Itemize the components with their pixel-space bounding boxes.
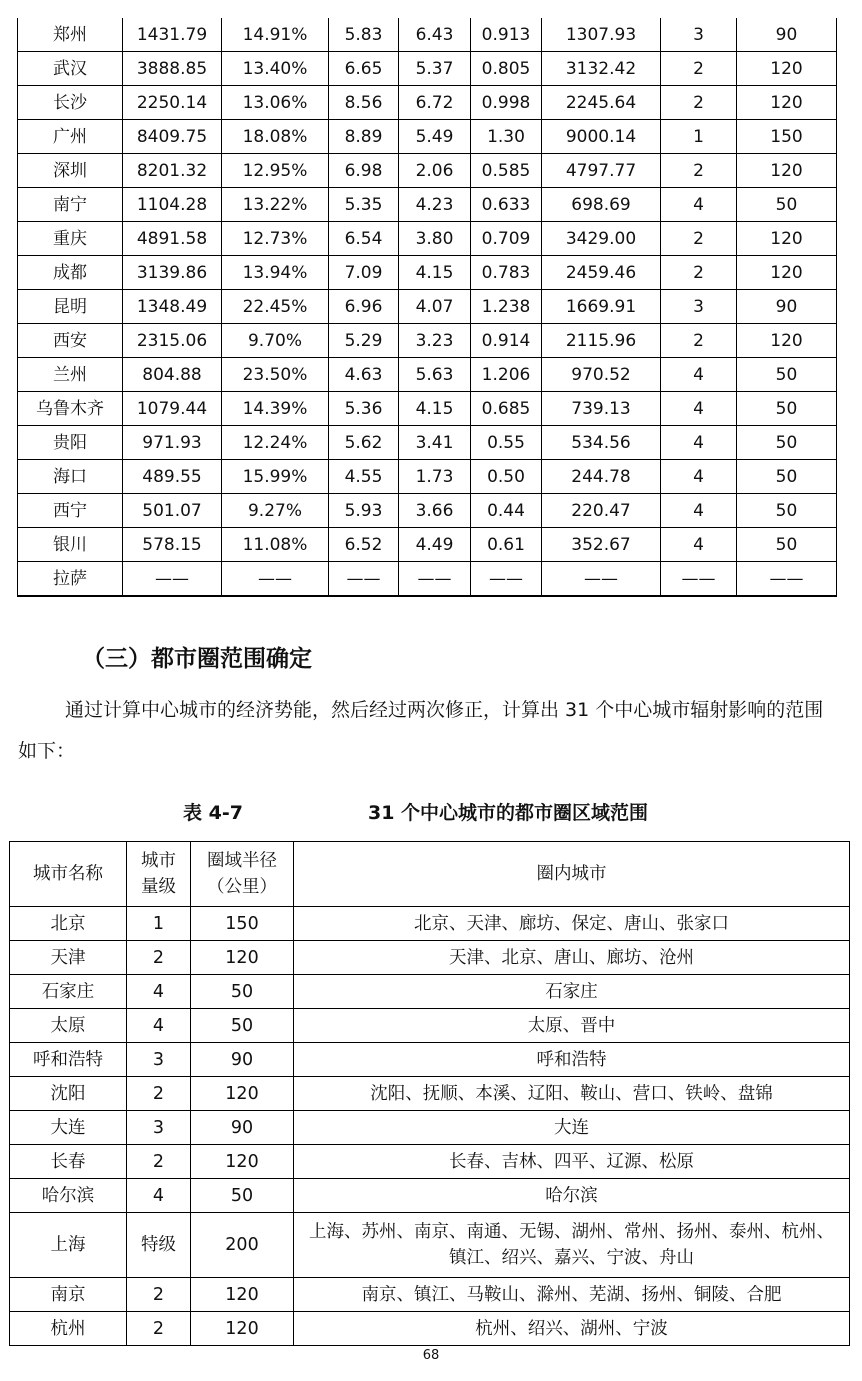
- value-cell: ——: [737, 562, 837, 597]
- value-cell: 352.67: [542, 528, 661, 562]
- value-cell: 2459.46: [542, 256, 661, 290]
- member-cities-cell: 石家庄: [294, 975, 850, 1009]
- member-cities-cell: 北京、天津、廊坊、保定、唐山、张家口: [294, 907, 850, 941]
- value-cell: 2115.96: [542, 324, 661, 358]
- table-row: [18, 494, 837, 528]
- table-row: [18, 324, 837, 358]
- radius-cell: 90: [191, 1111, 294, 1145]
- value-cell: 0.914: [471, 324, 542, 358]
- value-cell: 5.29: [329, 324, 399, 358]
- value-cell: 0.50: [471, 460, 542, 494]
- value-cell: 578.15: [123, 528, 222, 562]
- value-cell: 9.27%: [222, 494, 329, 528]
- value-cell: 120: [737, 222, 837, 256]
- value-cell: 4: [661, 460, 737, 494]
- value-cell: 50: [737, 392, 837, 426]
- table-row: [18, 528, 837, 562]
- level-cell: 4: [127, 975, 191, 1009]
- value-cell: 5.37: [399, 52, 471, 86]
- city-cell: 上海: [10, 1213, 127, 1278]
- value-cell: 4.55: [329, 460, 399, 494]
- value-cell: 0.998: [471, 86, 542, 120]
- value-cell: 3429.00: [542, 222, 661, 256]
- value-cell: 50: [737, 188, 837, 222]
- value-cell: 4.23: [399, 188, 471, 222]
- value-cell: 3: [661, 290, 737, 324]
- value-cell: 6.72: [399, 86, 471, 120]
- value-cell: 13.40%: [222, 52, 329, 86]
- value-cell: ——: [329, 562, 399, 597]
- table-row: [18, 562, 837, 597]
- radius-cell: 120: [191, 1077, 294, 1111]
- table-row: [18, 18, 837, 52]
- member-cities-cell: 上海、苏州、南京、南通、无锡、湖州、常州、扬州、泰州、杭州、镇江、绍兴、嘉兴、宁波、舟山: [294, 1213, 850, 1278]
- radius-cell: 120: [191, 1278, 294, 1312]
- member-cities-cell: 长春、吉林、四平、辽源、松原: [294, 1145, 850, 1179]
- level-cell: 1: [127, 907, 191, 941]
- value-cell: 3.66: [399, 494, 471, 528]
- data-table-continued: [17, 18, 837, 597]
- value-cell: 150: [737, 120, 837, 154]
- table-row: [18, 222, 837, 256]
- value-cell: ——: [661, 562, 737, 597]
- value-cell: 3.23: [399, 324, 471, 358]
- value-cell: 13.06%: [222, 86, 329, 120]
- value-cell: 3132.42: [542, 52, 661, 86]
- value-cell: 0.44: [471, 494, 542, 528]
- value-cell: 0.913: [471, 18, 542, 52]
- value-cell: 1079.44: [123, 392, 222, 426]
- radius-cell: 120: [191, 941, 294, 975]
- value-cell: 5.63: [399, 358, 471, 392]
- value-cell: 0.633: [471, 188, 542, 222]
- value-cell: 4: [661, 528, 737, 562]
- table-row: [10, 1043, 850, 1077]
- value-cell: 6.54: [329, 222, 399, 256]
- value-cell: ——: [399, 562, 471, 597]
- city-cell: 南京: [10, 1278, 127, 1312]
- value-cell: 2: [661, 324, 737, 358]
- body-paragraph: 通过计算中心城市的经济势能，然后经过两次修正，计算出 31 个中心城市辐射影响的范围如下：: [18, 699, 824, 762]
- value-cell: 1348.49: [123, 290, 222, 324]
- value-cell: 4: [661, 358, 737, 392]
- table-caption-label: 表 4-7: [183, 802, 243, 824]
- table-row: [18, 52, 837, 86]
- level-cell: 3: [127, 1043, 191, 1077]
- city-cell: 西宁: [18, 494, 123, 528]
- table-row: [18, 392, 837, 426]
- value-cell: 1431.79: [123, 18, 222, 52]
- city-cell: 长春: [10, 1145, 127, 1179]
- table-row: [18, 120, 837, 154]
- value-cell: 50: [737, 358, 837, 392]
- city-cell: 呼和浩特: [10, 1043, 127, 1077]
- level-cell: 4: [127, 1179, 191, 1213]
- value-cell: ——: [123, 562, 222, 597]
- level-cell: 特级: [127, 1213, 191, 1278]
- value-cell: 6.65: [329, 52, 399, 86]
- value-cell: 220.47: [542, 494, 661, 528]
- value-cell: 3.41: [399, 426, 471, 460]
- value-cell: 12.24%: [222, 426, 329, 460]
- value-cell: ——: [542, 562, 661, 597]
- member-cities-cell: 杭州、绍兴、湖州、宁波: [294, 1312, 850, 1346]
- value-cell: 5.35: [329, 188, 399, 222]
- city-cell: 杭州: [10, 1312, 127, 1346]
- city-cell: 贵阳: [18, 426, 123, 460]
- level-cell: 2: [127, 1312, 191, 1346]
- value-cell: 6.52: [329, 528, 399, 562]
- table-row: [10, 907, 850, 941]
- table-header-row: [10, 842, 850, 907]
- value-cell: ——: [471, 562, 542, 597]
- value-cell: 1307.93: [542, 18, 661, 52]
- value-cell: 4.15: [399, 256, 471, 290]
- city-cell: 深圳: [18, 154, 123, 188]
- value-cell: 4.15: [399, 392, 471, 426]
- value-cell: 4891.58: [123, 222, 222, 256]
- metro-area-table: [9, 841, 850, 1346]
- member-cities-cell: 天津、北京、唐山、廊坊、沧州: [294, 941, 850, 975]
- radius-cell: 200: [191, 1213, 294, 1278]
- value-cell: 9000.14: [542, 120, 661, 154]
- table-row: [10, 1213, 850, 1278]
- city-cell: 兰州: [18, 358, 123, 392]
- header-city: 城市名称: [10, 842, 127, 907]
- table-row: [10, 1111, 850, 1145]
- city-cell: 拉萨: [18, 562, 123, 597]
- city-cell: 广州: [18, 120, 123, 154]
- table-row: [18, 290, 837, 324]
- table-row: [10, 1077, 850, 1111]
- value-cell: 2245.64: [542, 86, 661, 120]
- value-cell: 4: [661, 426, 737, 460]
- value-cell: 14.91%: [222, 18, 329, 52]
- value-cell: 2: [661, 154, 737, 188]
- value-cell: 5.62: [329, 426, 399, 460]
- value-cell: 4.63: [329, 358, 399, 392]
- table-row: [10, 1145, 850, 1179]
- value-cell: 0.709: [471, 222, 542, 256]
- value-cell: 534.56: [542, 426, 661, 460]
- value-cell: 698.69: [542, 188, 661, 222]
- value-cell: 7.09: [329, 256, 399, 290]
- value-cell: ——: [222, 562, 329, 597]
- value-cell: 50: [737, 426, 837, 460]
- value-cell: 2: [661, 222, 737, 256]
- value-cell: 0.685: [471, 392, 542, 426]
- value-cell: 3139.86: [123, 256, 222, 290]
- city-cell: 西安: [18, 324, 123, 358]
- value-cell: 120: [737, 256, 837, 290]
- level-cell: 2: [127, 1278, 191, 1312]
- value-cell: 3: [661, 18, 737, 52]
- city-cell: 郑州: [18, 18, 123, 52]
- table-row: [10, 1312, 850, 1346]
- value-cell: 2: [661, 256, 737, 290]
- radius-cell: 90: [191, 1043, 294, 1077]
- value-cell: 6.43: [399, 18, 471, 52]
- city-cell: 天津: [10, 941, 127, 975]
- value-cell: 4797.77: [542, 154, 661, 188]
- table-row: [10, 1009, 850, 1043]
- city-cell: 石家庄: [10, 975, 127, 1009]
- radius-cell: 120: [191, 1145, 294, 1179]
- city-cell: 成都: [18, 256, 123, 290]
- value-cell: 8.89: [329, 120, 399, 154]
- value-cell: 12.73%: [222, 222, 329, 256]
- radius-cell: 50: [191, 975, 294, 1009]
- value-cell: 0.585: [471, 154, 542, 188]
- value-cell: 4: [661, 494, 737, 528]
- value-cell: 14.39%: [222, 392, 329, 426]
- value-cell: 18.08%: [222, 120, 329, 154]
- table-row: [18, 426, 837, 460]
- header-members: 圈内城市: [294, 842, 850, 907]
- city-cell: 银川: [18, 528, 123, 562]
- value-cell: 804.88: [123, 358, 222, 392]
- table-row: [10, 1278, 850, 1312]
- value-cell: 11.08%: [222, 528, 329, 562]
- value-cell: 244.78: [542, 460, 661, 494]
- value-cell: 50: [737, 494, 837, 528]
- value-cell: 6.96: [329, 290, 399, 324]
- member-cities-cell: 太原、晋中: [294, 1009, 850, 1043]
- member-cities-cell: 南京、镇江、马鞍山、滁州、芜湖、扬州、铜陵、合肥: [294, 1278, 850, 1312]
- value-cell: 0.805: [471, 52, 542, 86]
- value-cell: 8.56: [329, 86, 399, 120]
- value-cell: 5.83: [329, 18, 399, 52]
- value-cell: 90: [737, 290, 837, 324]
- value-cell: 1.206: [471, 358, 542, 392]
- value-cell: 6.98: [329, 154, 399, 188]
- value-cell: 4: [661, 188, 737, 222]
- value-cell: 0.61: [471, 528, 542, 562]
- value-cell: 3.80: [399, 222, 471, 256]
- table-row: [18, 460, 837, 494]
- value-cell: 4.07: [399, 290, 471, 324]
- value-cell: 489.55: [123, 460, 222, 494]
- value-cell: 2: [661, 52, 737, 86]
- value-cell: 1.238: [471, 290, 542, 324]
- value-cell: 1.73: [399, 460, 471, 494]
- value-cell: 50: [737, 528, 837, 562]
- level-cell: 4: [127, 1009, 191, 1043]
- level-cell: 2: [127, 941, 191, 975]
- value-cell: 1: [661, 120, 737, 154]
- value-cell: 2315.06: [123, 324, 222, 358]
- value-cell: 15.99%: [222, 460, 329, 494]
- value-cell: 971.93: [123, 426, 222, 460]
- member-cities-cell: 大连: [294, 1111, 850, 1145]
- value-cell: 120: [737, 86, 837, 120]
- city-cell: 乌鲁木齐: [18, 392, 123, 426]
- value-cell: 1.30: [471, 120, 542, 154]
- value-cell: 8201.32: [123, 154, 222, 188]
- value-cell: 5.93: [329, 494, 399, 528]
- city-cell: 武汉: [18, 52, 123, 86]
- city-cell: 沈阳: [10, 1077, 127, 1111]
- value-cell: 120: [737, 154, 837, 188]
- city-cell: 重庆: [18, 222, 123, 256]
- city-cell: 南宁: [18, 188, 123, 222]
- table-row: [18, 154, 837, 188]
- table-caption-title: 31 个中心城市的都市圈区域范围: [368, 802, 649, 824]
- value-cell: 8409.75: [123, 120, 222, 154]
- value-cell: 2250.14: [123, 86, 222, 120]
- value-cell: 23.50%: [222, 358, 329, 392]
- value-cell: 90: [737, 18, 837, 52]
- section-heading: （三）都市圈范围确定: [82, 646, 312, 672]
- value-cell: 1104.28: [123, 188, 222, 222]
- value-cell: 970.52: [542, 358, 661, 392]
- radius-cell: 50: [191, 1179, 294, 1213]
- table-row: [18, 256, 837, 290]
- value-cell: 120: [737, 324, 837, 358]
- value-cell: 5.36: [329, 392, 399, 426]
- city-cell: 长沙: [18, 86, 123, 120]
- value-cell: 9.70%: [222, 324, 329, 358]
- table-row: [10, 1179, 850, 1213]
- value-cell: 4: [661, 392, 737, 426]
- value-cell: 2: [661, 86, 737, 120]
- city-cell: 海口: [18, 460, 123, 494]
- value-cell: 0.783: [471, 256, 542, 290]
- value-cell: 22.45%: [222, 290, 329, 324]
- value-cell: 739.13: [542, 392, 661, 426]
- table-row: [18, 86, 837, 120]
- header-radius: 圈域半径（公里）: [191, 842, 294, 907]
- value-cell: 13.22%: [222, 188, 329, 222]
- value-cell: 50: [737, 460, 837, 494]
- value-cell: 4.49: [399, 528, 471, 562]
- header-level: 城市量级: [127, 842, 191, 907]
- city-cell: 大连: [10, 1111, 127, 1145]
- value-cell: 0.55: [471, 426, 542, 460]
- table-row: [10, 975, 850, 1009]
- city-cell: 北京: [10, 907, 127, 941]
- city-cell: 哈尔滨: [10, 1179, 127, 1213]
- table-row: [18, 188, 837, 222]
- radius-cell: 50: [191, 1009, 294, 1043]
- value-cell: 1669.91: [542, 290, 661, 324]
- value-cell: 5.49: [399, 120, 471, 154]
- value-cell: 2.06: [399, 154, 471, 188]
- value-cell: 12.95%: [222, 154, 329, 188]
- value-cell: 13.94%: [222, 256, 329, 290]
- level-cell: 3: [127, 1111, 191, 1145]
- value-cell: 501.07: [123, 494, 222, 528]
- page-number: 68: [422, 1348, 440, 1363]
- table-row: [18, 358, 837, 392]
- city-cell: 太原: [10, 1009, 127, 1043]
- member-cities-cell: 沈阳、抚顺、本溪、辽阳、鞍山、营口、铁岭、盘锦: [294, 1077, 850, 1111]
- radius-cell: 120: [191, 1312, 294, 1346]
- member-cities-cell: 呼和浩特: [294, 1043, 850, 1077]
- table-row: [10, 941, 850, 975]
- value-cell: 120: [737, 52, 837, 86]
- level-cell: 2: [127, 1077, 191, 1111]
- level-cell: 2: [127, 1145, 191, 1179]
- radius-cell: 150: [191, 907, 294, 941]
- member-cities-cell: 哈尔滨: [294, 1179, 850, 1213]
- value-cell: 3888.85: [123, 52, 222, 86]
- city-cell: 昆明: [18, 290, 123, 324]
